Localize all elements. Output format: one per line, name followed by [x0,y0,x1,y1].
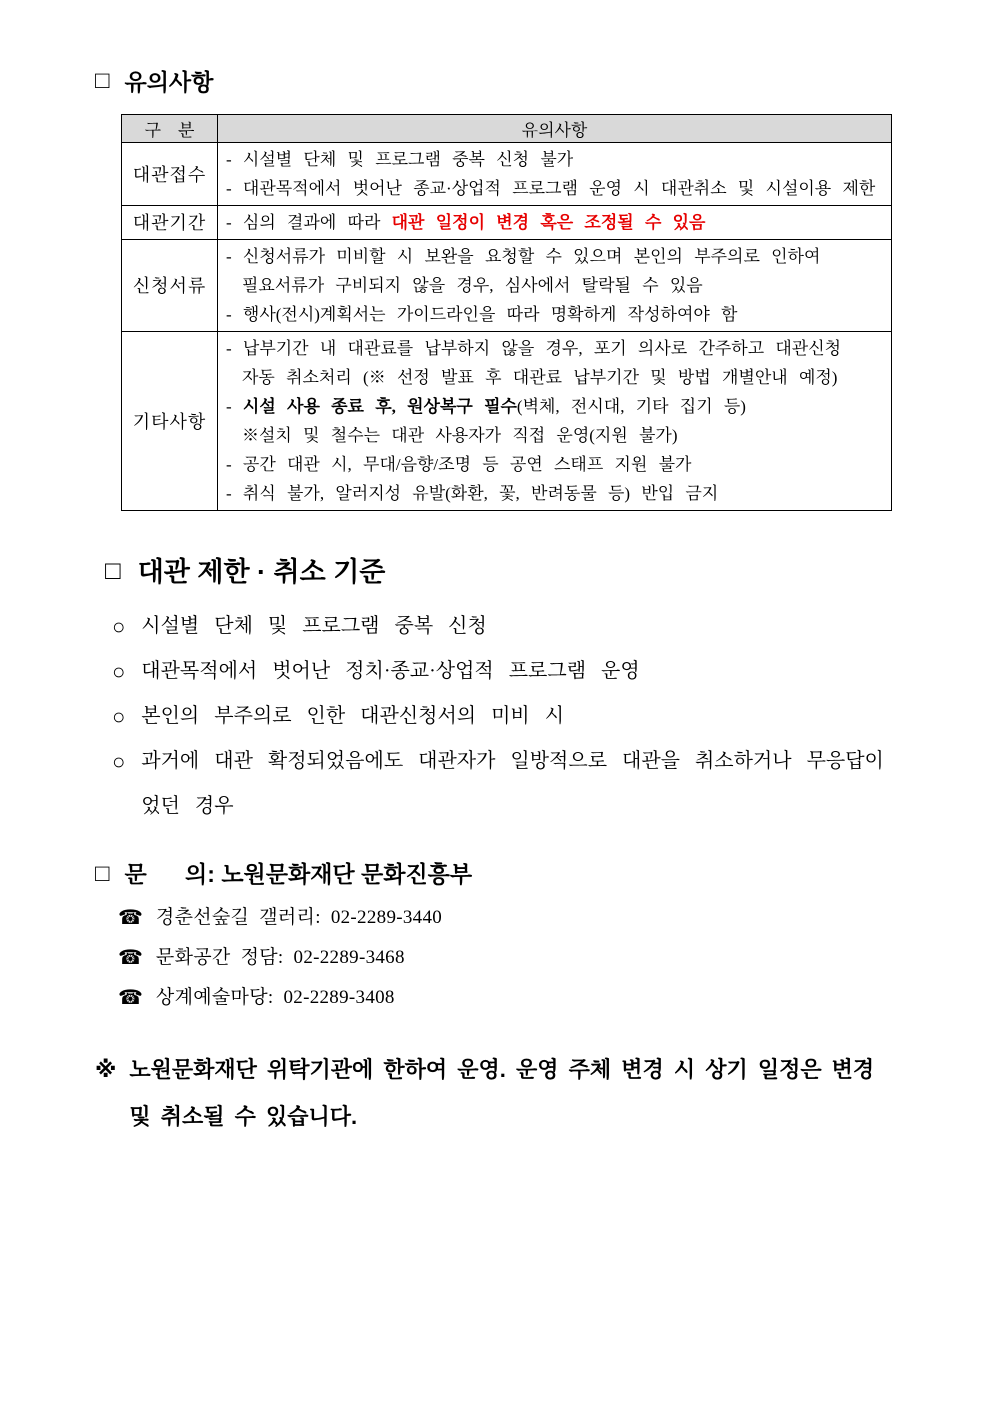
contact-item [118,978,992,1018]
note-text: - 취식 불가, 알러지성 유발(화환, 꽃, 반려동물 등) 반입 금지 [226,483,719,503]
notes-table-body [122,142,892,510]
note-line [226,208,885,237]
row-notes-cell [218,142,892,205]
circle-bullet-icon: ○ [112,658,126,684]
criteria-section-title: 대관 제한 · 취소 기준 [137,556,386,587]
criteria-item [112,739,992,829]
note-text: 자동 취소처리 (※ 선정 발표 후 대관료 납부기간 및 방법 개별안내 예정) [242,367,838,387]
note-text: 필요서류가 구비되지 않을 경우, 심사에서 탈락될 수 있음 [242,275,703,295]
highlighted-text: 대관 일정이 변경 혹은 조정될 수 있음 [391,212,706,232]
criteria-item-text: 과거에 대관 확정되었음에도 대관자가 일방적으로 대관을 취소하거나 무응답이었던 경우 [141,749,884,817]
note-line [226,421,885,450]
contact-item-text: 문화공간 정담: 02-2289-3468 [155,947,405,969]
criteria-item-text: 대관목적에서 벗어난 정치·종교·상업적 프로그램 운영 [141,659,640,682]
note-text: - 심의 결과에 따라 [226,212,392,232]
note-line [226,242,885,271]
note-text: - [226,396,243,416]
square-bullet-icon: □ [105,555,121,586]
telephone-icon: ☎ [118,987,143,1010]
footnote-text: 노원문화재단 위탁기관에 한하여 운영. 운영 주체 변경 시 상기 일정은 변경 및 취소될 수 있습니다. [129,1057,875,1130]
telephone-icon: ☎ [118,907,143,930]
note-line [226,145,885,174]
note-text: ※설치 및 철수는 대관 사용자가 직접 운영(지원 불가) [242,425,678,445]
note-line [226,271,885,300]
table-row [122,331,892,510]
criteria-item-text: 시설별 단체 및 프로그램 중복 신청 [141,614,487,637]
note-text: - 공간 대관 시, 무대/음향/조명 등 공연 스태프 지원 불가 [226,454,692,474]
note-line [226,334,885,363]
criteria-item [112,604,992,649]
header-cell-notes: 유의사항 [218,114,892,142]
footnote [95,1046,992,1140]
row-notes-cell [218,205,892,239]
circle-bullet-icon: ○ [112,748,126,774]
row-category-cell: 기타사항 [122,331,218,510]
note-line [226,300,885,329]
criteria-list [112,604,992,829]
notes-table-head [122,114,892,142]
reference-mark-icon: ※ [95,1057,117,1083]
note-text: - 대관목적에서 벗어난 종교·상업적 프로그램 운영 시 대관취소 및 시설이용 제한 [226,178,876,198]
contact-list [118,898,992,1018]
note-line [226,174,885,203]
note-text: - 신청서류가 미비할 시 보완을 요청할 수 있으며 본인의 부주의로 인하여 [226,246,821,266]
circle-bullet-icon: ○ [112,613,126,639]
contact-section-title: 문 의: 노원문화재단 문화진흥부 [124,861,473,888]
highlighted-text: 시설 사용 종료 후, 원상복구 필수 [242,396,517,416]
row-notes-cell [218,331,892,510]
circle-bullet-icon: ○ [112,703,126,729]
contact-section-heading [95,861,992,889]
row-category-cell: 대관기간 [122,205,218,239]
row-category-cell: 신청서류 [122,239,218,331]
criteria-item [112,694,992,739]
contact-item-text: 상계예술마당: 02-2289-3408 [155,987,395,1009]
note-line [226,392,885,421]
criteria-section-heading [105,557,992,588]
square-bullet-icon: □ [95,859,110,887]
notes-table [121,114,892,511]
contact-item-text: 경춘선숲길 갤러리: 02-2289-3440 [155,907,443,929]
criteria-item-text: 본인의 부주의로 인한 대관신청서의 미비 시 [141,704,565,727]
note-text: - 납부기간 내 대관료를 납부하지 않을 경우, 포기 의사로 간주하고 대관신청 [226,338,842,358]
criteria-item [112,649,992,694]
note-text: - 시설별 단체 및 프로그램 중복 신청 불가 [226,149,574,169]
table-row [122,239,892,331]
note-text: (벽체, 전시대, 기타 집기 등) [516,396,746,416]
note-line [226,479,885,508]
notes-section-title: 유의사항 [124,68,214,95]
note-text: - 행사(전시)계획서는 가이드라인을 따라 명확하게 작성하여야 함 [226,304,738,324]
table-row [122,205,892,239]
note-line [226,450,885,479]
row-category-cell: 대관접수 [122,142,218,205]
notes-table-header-row [122,114,892,142]
table-row [122,142,892,205]
notes-section-heading [95,68,992,96]
row-notes-cell [218,239,892,331]
contact-item [118,898,992,938]
contact-item [118,938,992,978]
note-line [226,363,885,392]
telephone-icon: ☎ [118,947,143,970]
square-bullet-icon: □ [95,67,110,94]
header-cell-category: 구 분 [122,114,218,142]
